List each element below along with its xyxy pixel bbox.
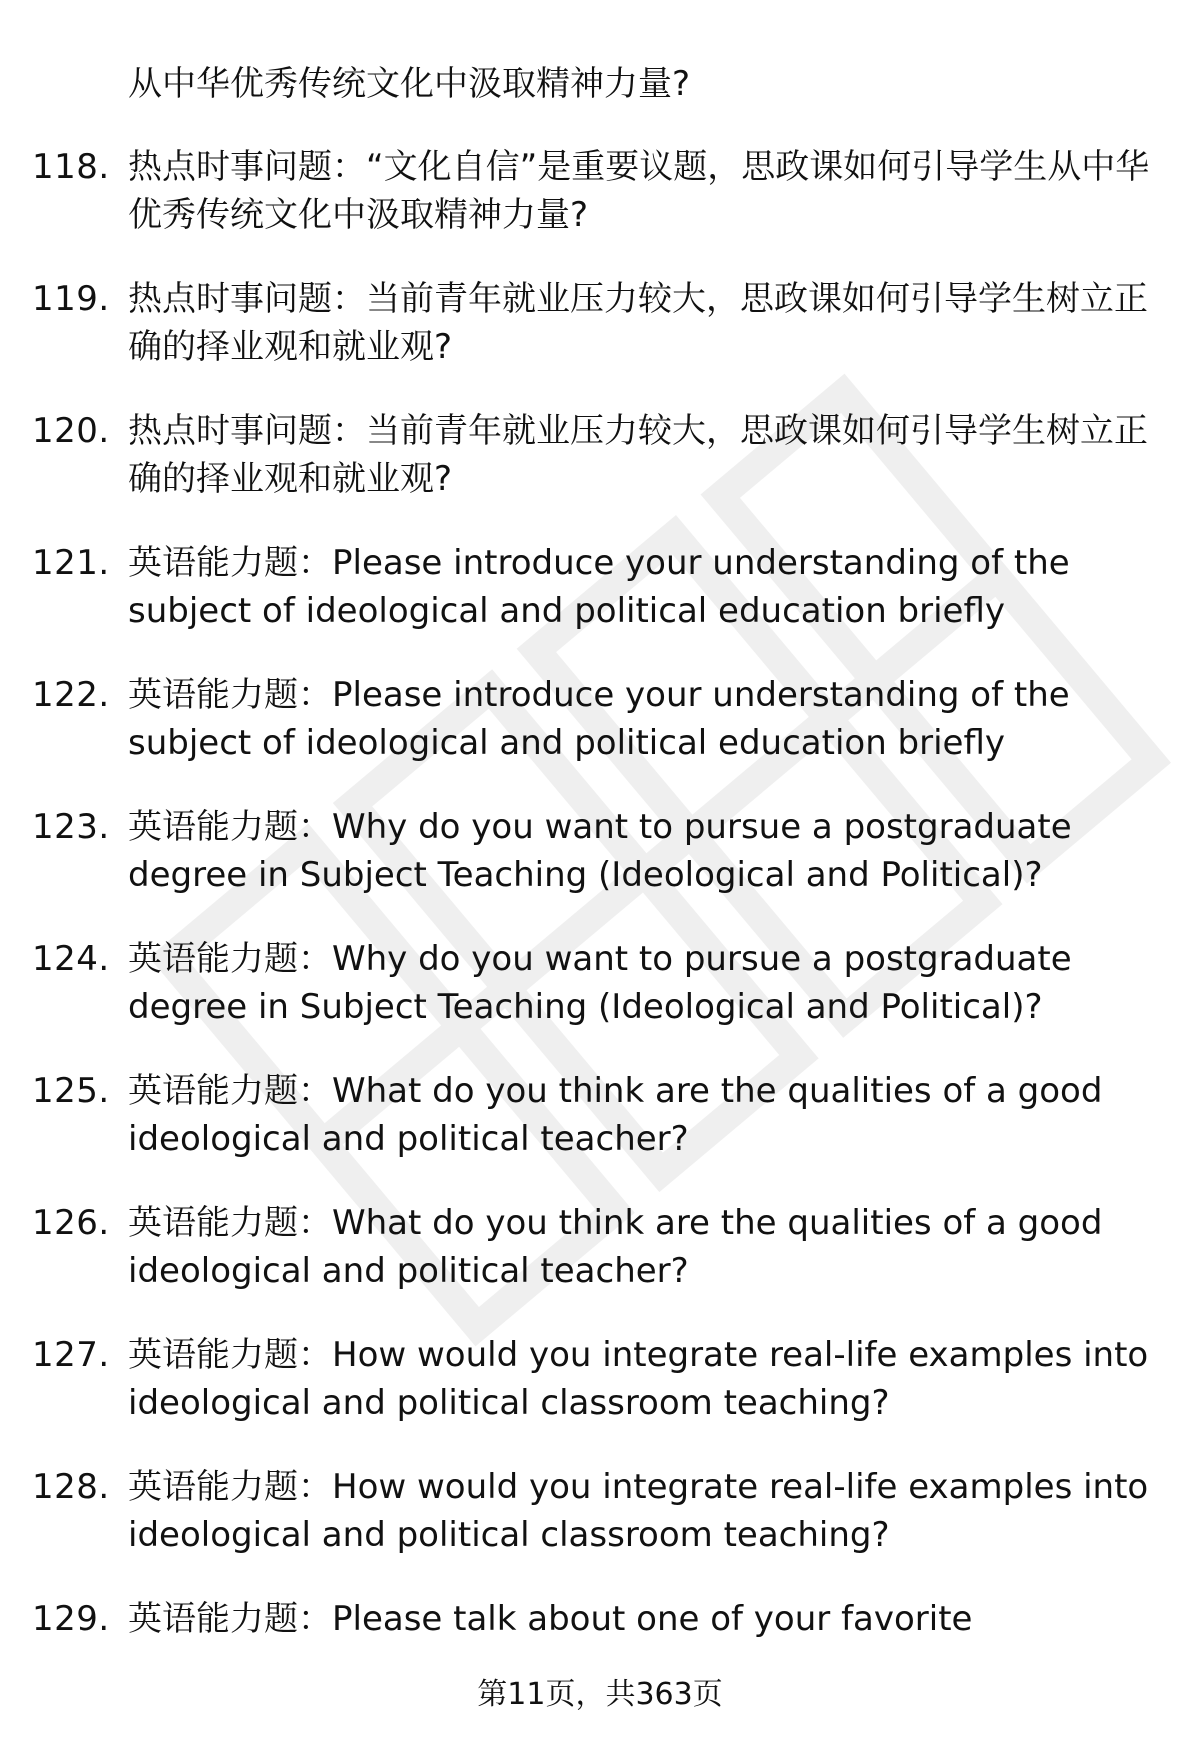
- item-text: 英语能力题：How would you integrate real-life examples into ideological and political classroom teaching?: [128, 1467, 1149, 1555]
- item-number: 126.: [32, 1203, 110, 1243]
- item-text: 英语能力题：What do you think are the qualities of a good ideological and political teacher?: [128, 1203, 1103, 1291]
- item-number: 124.: [32, 939, 110, 979]
- item-text: 英语能力题：Please introduce your understanding of the subject of ideological and political education briefly: [128, 543, 1070, 631]
- list-item: [32, 539, 1152, 635]
- item-number: 125.: [32, 1071, 110, 1111]
- list-item: [32, 407, 1152, 503]
- item-number: 121.: [32, 543, 110, 583]
- list-item: [32, 1595, 1152, 1643]
- item-number: 119.: [32, 279, 110, 319]
- item-number: 118.: [32, 147, 110, 187]
- item-text: 热点时事问题：当前青年就业压力较大，思政课如何引导学生树立正确的择业观和就业观?: [128, 279, 1148, 367]
- item-text: 英语能力题：Please introduce your understanding of the subject of ideological and political education briefly: [128, 675, 1070, 763]
- list-item: [32, 671, 1152, 767]
- page-footer: 第11页，共363页: [477, 1677, 723, 1712]
- item-number: 127.: [32, 1335, 110, 1375]
- list-item: [32, 1067, 1152, 1163]
- list-item: [32, 1199, 1152, 1295]
- item-text: 英语能力题：What do you think are the qualities of a good ideological and political teacher?: [128, 1071, 1103, 1159]
- list-item: [32, 1463, 1152, 1559]
- list-item: [32, 143, 1152, 239]
- item-text: 英语能力题：Please talk about one of your favorite: [128, 1599, 973, 1639]
- item-number: 122.: [32, 675, 110, 715]
- item-number: 128.: [32, 1467, 110, 1507]
- item-text: 英语能力题：Why do you want to pursue a postgraduate degree in Subject Teaching (Ideological and Political)?: [128, 939, 1072, 1027]
- item-text: 英语能力题：Why do you want to pursue a postgraduate degree in Subject Teaching (Ideological and Political)?: [128, 807, 1072, 895]
- list-item: [32, 935, 1152, 1031]
- item-number: 120.: [32, 411, 110, 451]
- item-text: 英语能力题：How would you integrate real-life examples into ideological and political classroom teaching?: [128, 1335, 1149, 1423]
- list-item: [32, 275, 1152, 371]
- item-text: 热点时事问题：当前青年就业压力较大，思政课如何引导学生树立正确的择业观和就业观?: [128, 411, 1148, 499]
- item-number: 129.: [32, 1599, 110, 1639]
- item-text: 热点时事问题：“文化自信”是重要议题，思政课如何引导学生从中华优秀传统文化中汲取精神力量?: [128, 147, 1150, 235]
- question-list: [32, 143, 1152, 1679]
- list-item: [32, 803, 1152, 899]
- list-item: [32, 1331, 1152, 1427]
- item-number: 123.: [32, 807, 110, 847]
- continuation-text: 从中华优秀传统文化中汲取精神力量?: [128, 64, 691, 104]
